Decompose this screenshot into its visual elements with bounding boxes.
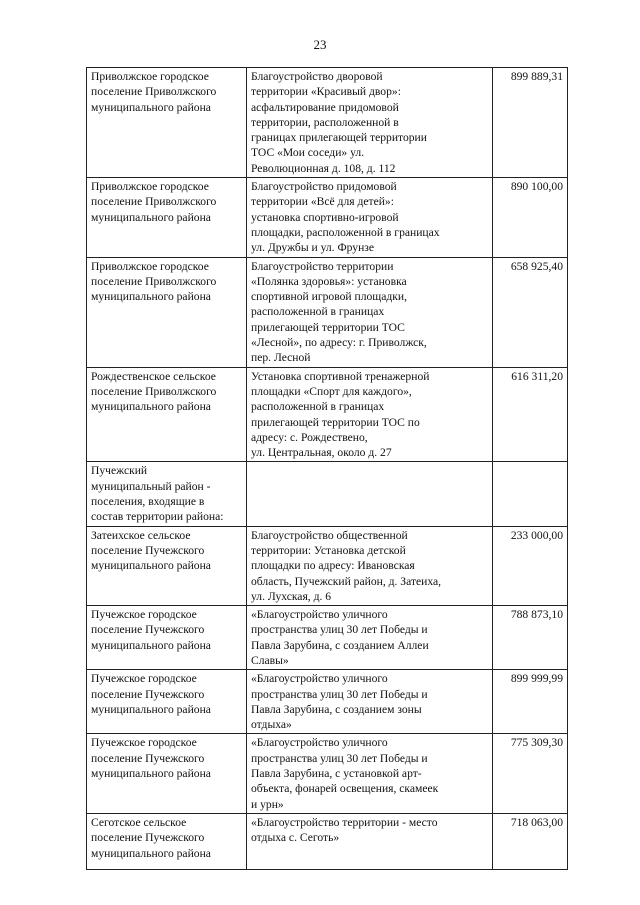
- project-cell: [247, 670, 493, 734]
- text-line: Затеихское сельское: [91, 528, 191, 542]
- amount-cell: 616 311,20: [493, 367, 568, 462]
- settlement-cell: [87, 257, 247, 367]
- text-line: ул. Лухская, д. 6: [251, 589, 332, 603]
- text-line: прилегающей территории ТОС по: [251, 415, 420, 429]
- text-line: территории «Всё для детей»:: [251, 195, 394, 209]
- text-line: «Благоустройство уличного: [251, 672, 388, 686]
- table-row: [87, 257, 568, 367]
- text-line: поселение Приволжского: [91, 195, 217, 209]
- text-line: муниципального района: [91, 767, 211, 781]
- text-line: Пучежский: [91, 464, 148, 478]
- text-line: площадки по адресу: Ивановская: [251, 559, 415, 573]
- table-row: [87, 178, 568, 257]
- text-line: «Полянка здоровья»: установка: [251, 274, 407, 288]
- text-line: поселение Пучежского: [91, 543, 205, 557]
- settlement-cell: [87, 734, 247, 813]
- amount-cell: 775 309,30: [493, 734, 568, 813]
- text-line: площадки, расположенной в границах: [251, 225, 440, 239]
- amount-cell: [493, 462, 568, 526]
- text-line: пер. Лесной: [251, 351, 311, 365]
- text-line: Приволжское городское: [91, 259, 209, 273]
- amount-cell: 658 925,40: [493, 257, 568, 367]
- text-line: Революционная д. 108, д. 112: [251, 161, 396, 175]
- text-line: состав территории района:: [91, 510, 224, 524]
- text-line: Благоустройство дворовой: [251, 70, 383, 83]
- project-cell: [247, 734, 493, 813]
- text-line: Благоустройство придомовой: [251, 180, 397, 194]
- text-line: муниципального района: [91, 638, 211, 652]
- text-line: «Благоустройство уличного: [251, 608, 388, 622]
- amount-cell: 233 000,00: [493, 526, 568, 605]
- text-line: Пучежское городское: [91, 672, 197, 686]
- projects-table: [86, 67, 568, 870]
- project-cell: [247, 526, 493, 605]
- table-row: [87, 462, 568, 526]
- settlement-cell: [87, 606, 247, 670]
- table-row: [87, 367, 568, 462]
- text-line: Павла Зарубина, с созданием зоны: [251, 702, 422, 716]
- text-line: поселения, входящие в: [91, 495, 205, 509]
- project-cell: [247, 813, 493, 869]
- text-line: Павла Зарубина, с установкой арт-: [251, 767, 422, 781]
- settlement-cell: [87, 178, 247, 257]
- project-cell: [247, 606, 493, 670]
- text-line: Славы»: [251, 653, 289, 667]
- text-line: пространства улиц 30 лет Победы и: [251, 751, 428, 765]
- table-row: [87, 670, 568, 734]
- text-line: Благоустройство общественной: [251, 528, 408, 542]
- text-line: отдыха»: [251, 718, 292, 732]
- amount-cell: 899 889,31: [493, 68, 568, 178]
- text-line: область, Пучежский район, д. Затеиха,: [251, 574, 442, 588]
- text-line: и урн»: [251, 797, 284, 811]
- amount-cell: 899 999,99: [493, 670, 568, 734]
- amount-cell: 890 100,00: [493, 178, 568, 257]
- text-line: границах прилегающей территории: [251, 131, 427, 145]
- project-cell: [247, 367, 493, 462]
- text-line: Пучежское городское: [91, 736, 197, 750]
- text-line: муниципальный район -: [91, 479, 211, 493]
- projects-table-body: [87, 68, 568, 870]
- amount-cell: 718 063,00: [493, 813, 568, 869]
- project-cell: [247, 178, 493, 257]
- text-line: адресу: с. Рождествено,: [251, 430, 368, 444]
- settlement-cell: [87, 526, 247, 605]
- text-line: «Благоустройство территории - место: [251, 815, 438, 829]
- project-cell: [247, 257, 493, 367]
- settlement-cell: [87, 462, 247, 526]
- text-line: Сеготское сельское: [91, 815, 187, 829]
- text-line: пространства улиц 30 лет Победы и: [251, 623, 428, 637]
- text-line: «Лесной», по адресу: г. Приволжск,: [251, 336, 427, 350]
- text-line: поселение Пучежского: [91, 751, 205, 765]
- text-line: территории, расположенной в: [251, 115, 399, 129]
- text-line: Установка спортивной тренажерной: [251, 369, 430, 383]
- text-line: территории: Установка детской: [251, 543, 406, 557]
- text-line: Павла Зарубина, с созданием Аллеи: [251, 638, 429, 652]
- text-line: муниципального района: [91, 846, 211, 860]
- table-row: [87, 68, 568, 178]
- text-line: Благоустройство территории: [251, 259, 394, 273]
- project-cell: [247, 68, 493, 178]
- text-line: прилегающей территории ТОС: [251, 320, 405, 334]
- text-line: Приволжское городское: [91, 180, 209, 194]
- text-line: поселение Приволжского: [91, 85, 217, 99]
- text-line: поселение Пучежского: [91, 831, 205, 845]
- text-line: Рождественское сельское: [91, 369, 216, 383]
- settlement-cell: [87, 367, 247, 462]
- amount-cell: 788 873,10: [493, 606, 568, 670]
- text-line: поселение Приволжского: [91, 274, 217, 288]
- text-line: спортивной игровой площадки,: [251, 290, 407, 304]
- text-line: муниципального района: [91, 559, 211, 573]
- text-line: Пучежское городское: [91, 608, 197, 622]
- text-line: площадки «Спорт для каждого»,: [251, 384, 412, 398]
- text-line: территории «Красивый двор»:: [251, 85, 401, 99]
- text-line: ул. Дружбы и ул. Фрунзе: [251, 241, 375, 255]
- table-row: [87, 526, 568, 605]
- table-row: [87, 734, 568, 813]
- text-line: муниципального района: [91, 210, 211, 224]
- settlement-cell: [87, 670, 247, 734]
- text-line: поселение Пучежского: [91, 687, 205, 701]
- text-line: расположенной в границах: [251, 400, 385, 414]
- text-line: поселение Приволжского: [91, 384, 217, 398]
- text-line: ТОС «Мои соседи» ул.: [251, 146, 365, 160]
- text-line: пространства улиц 30 лет Победы и: [251, 687, 428, 701]
- page-number: 23: [313, 37, 327, 52]
- text-line: расположенной в границах: [251, 305, 385, 319]
- text-line: «Благоустройство уличного: [251, 736, 388, 750]
- text-line: установка спортивно-игровой: [251, 210, 399, 224]
- text-line: поселение Пучежского: [91, 623, 205, 637]
- text-line: объекта, фонарей освещения, скамеек: [251, 782, 439, 796]
- text-line: ул. Центральная, около д. 27: [251, 446, 392, 460]
- text-line: муниципального района: [91, 702, 211, 716]
- project-cell: [247, 462, 493, 526]
- text-line: асфальтирование придомовой: [251, 100, 399, 114]
- text-line: муниципального района: [91, 400, 211, 414]
- table-row: [87, 813, 568, 869]
- settlement-cell: [87, 813, 247, 869]
- text-line: отдыха с. Сеготь»: [251, 831, 340, 845]
- text-line: муниципального района: [91, 100, 211, 114]
- table-row: [87, 606, 568, 670]
- text-line: Приволжское городское: [91, 70, 209, 83]
- text-line: муниципального района: [91, 290, 211, 304]
- settlement-cell: [87, 68, 247, 178]
